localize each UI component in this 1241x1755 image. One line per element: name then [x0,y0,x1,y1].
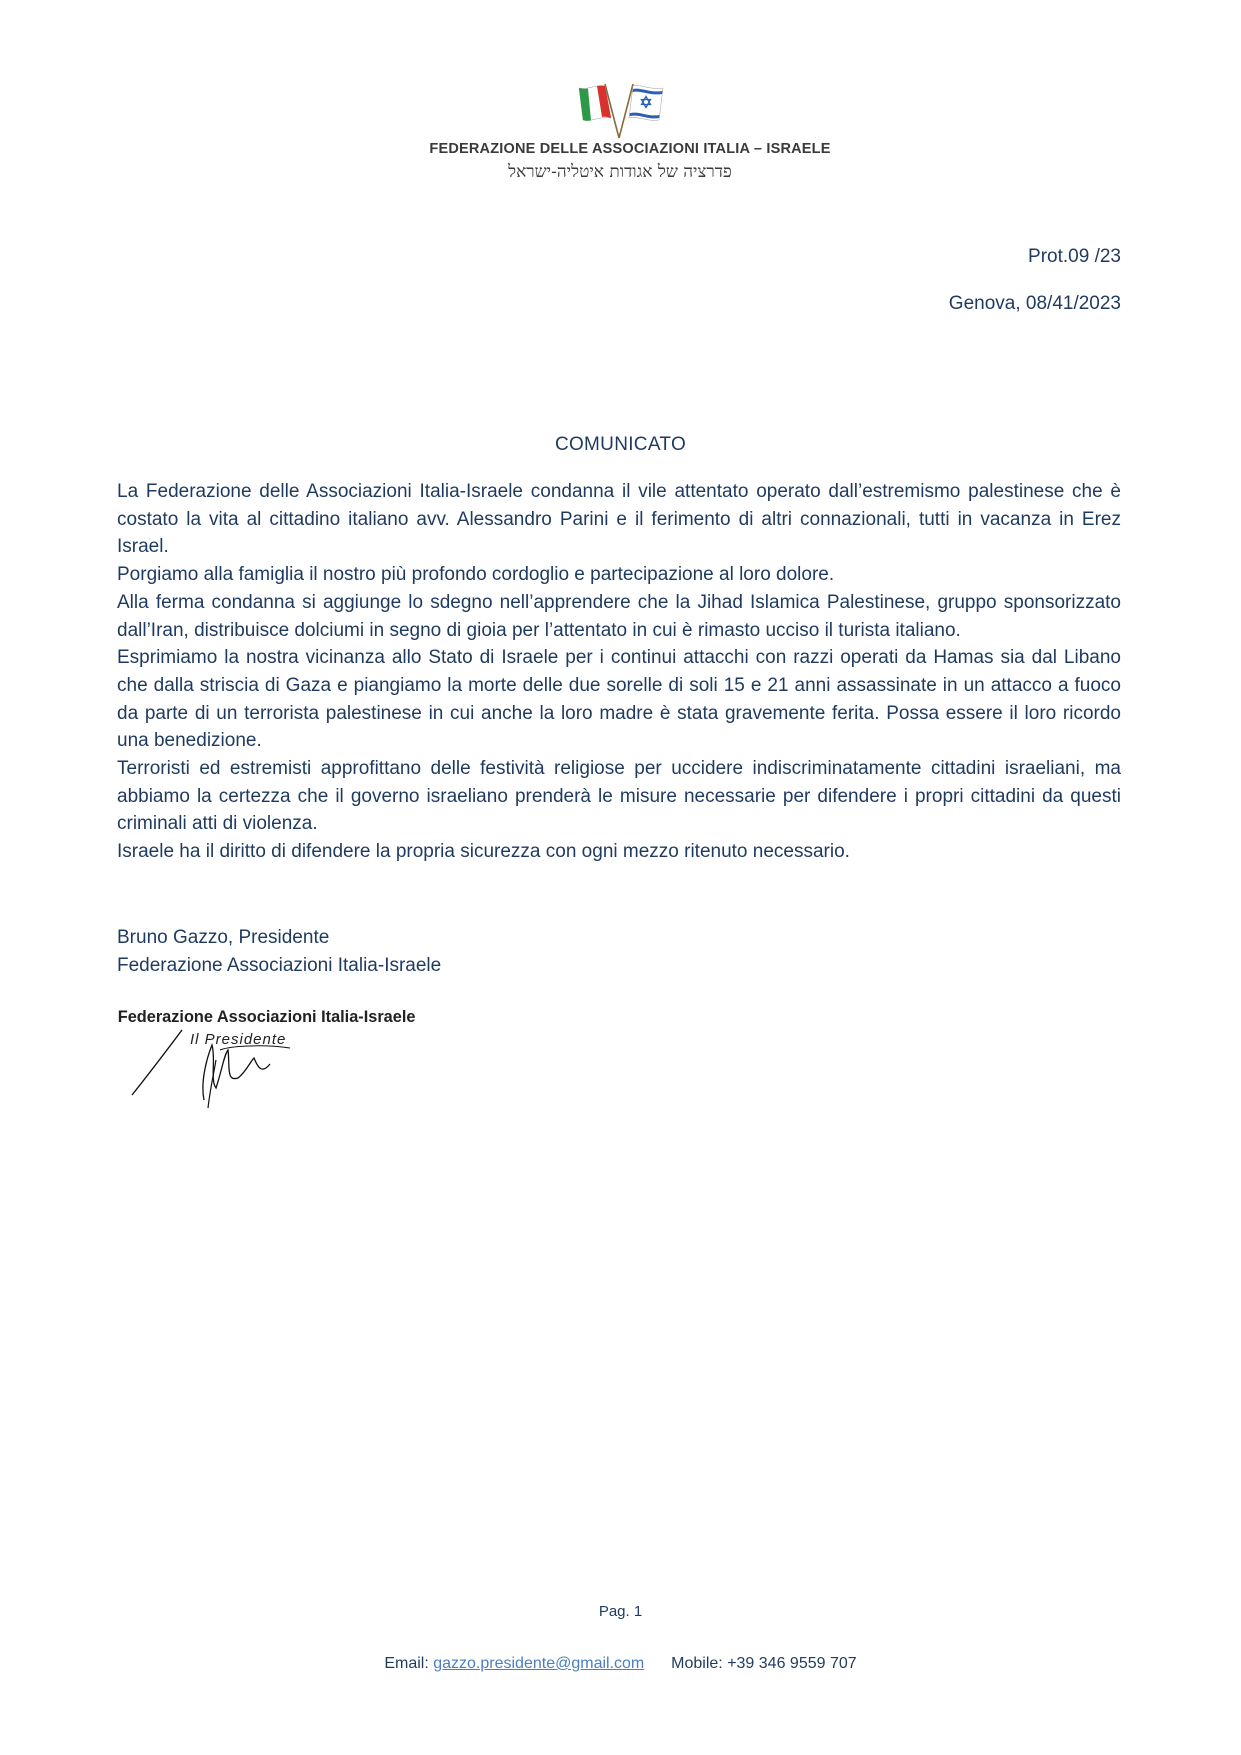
page-number: Pag. 1 [598,1603,643,1620]
italy-israel-crossed-flags-icon [575,80,667,140]
body-paragraph: Alla ferma condanna si aggiunge lo sdegno nell’apprendere che la Jihad Islamica Palestinese, gruppo sponsorizzato dall’Iran, distribuisce dolciumi in segno di gioia per l’attentato in cui è rimasto ucciso il turista italiano. [117,591,1121,641]
closing-block [117,924,441,980]
body-paragraph: Terroristi ed estremisti approfittano delle festività religiose per uccidere indiscriminatamente cittadini israeliani, ma abbiamo la certezza che il governo israeliano prenderà le misure necessarie per difendere i propri cittadini da questi criminali atti di violenza. [117,758,1121,835]
body-paragraph: La Federazione delle Associazioni Italia-Israele condanna il vile attentato operato dall’estremismo palestinese che è costato la vita al cittadino italiano avv. Alessandro Parini e il ferimento di altri connazionali, tutti in vacanza in Erez Israel. [117,481,1121,558]
letter-date: Genova, 08/41/2023 [948,293,1121,314]
letter-body [117,478,1121,866]
organization-name-hebrew: פדרציה של אגודות איטליה-ישראל [508,162,732,182]
document-title: COMUNICATO [554,434,687,455]
svg-text:Il Presidente: Il Presidente [190,1031,287,1048]
email-label: Email: [384,1655,429,1672]
body-paragraph: Israele ha il diritto di difendere la propria sicurezza con ogni mezzo ritenuto necessario. [117,841,850,863]
footer-contact [0,1655,1241,1673]
mobile-number: +39 346 9559 707 [727,1655,857,1672]
protocol-number: Prot.09 /23 [1028,246,1121,267]
organization-name: FEDERAZIONE DELLE ASSOCIAZIONI ITALIA – ISRAELE [429,141,831,157]
signer-name-role: Bruno Gazzo, Presidente [117,927,330,948]
body-paragraph: Esprimiamo la nostra vicinanza allo Stato di Israele per i continui attacchi con razzi operati da Hamas sia dal Libano che dalla striscia di Gaza e piangiamo la morte delle due sorelle di soli 15 e 21 anni assassinate in un attacco a fuoco da parte di un terrorista palestinese in cui anche la loro madre è stata gravemente ferita. Possa essere il loro ricordo una benedizione. [117,647,1121,752]
body-paragraph: Porgiamo alla famiglia il nostro più profondo cordoglio e partecipazione al loro dolore. [117,564,835,586]
mobile-label: Mobile: [671,1655,723,1672]
svg-text:Federazione Associazioni Itali: Federazione Associazioni Italia-Israele [117,1006,416,1027]
signer-organization: Federazione Associazioni Italia-Israele [117,955,442,976]
signature-stamp [112,1000,416,1120]
email-link[interactable]: gazzo.presidente@gmail.com [433,1655,645,1672]
